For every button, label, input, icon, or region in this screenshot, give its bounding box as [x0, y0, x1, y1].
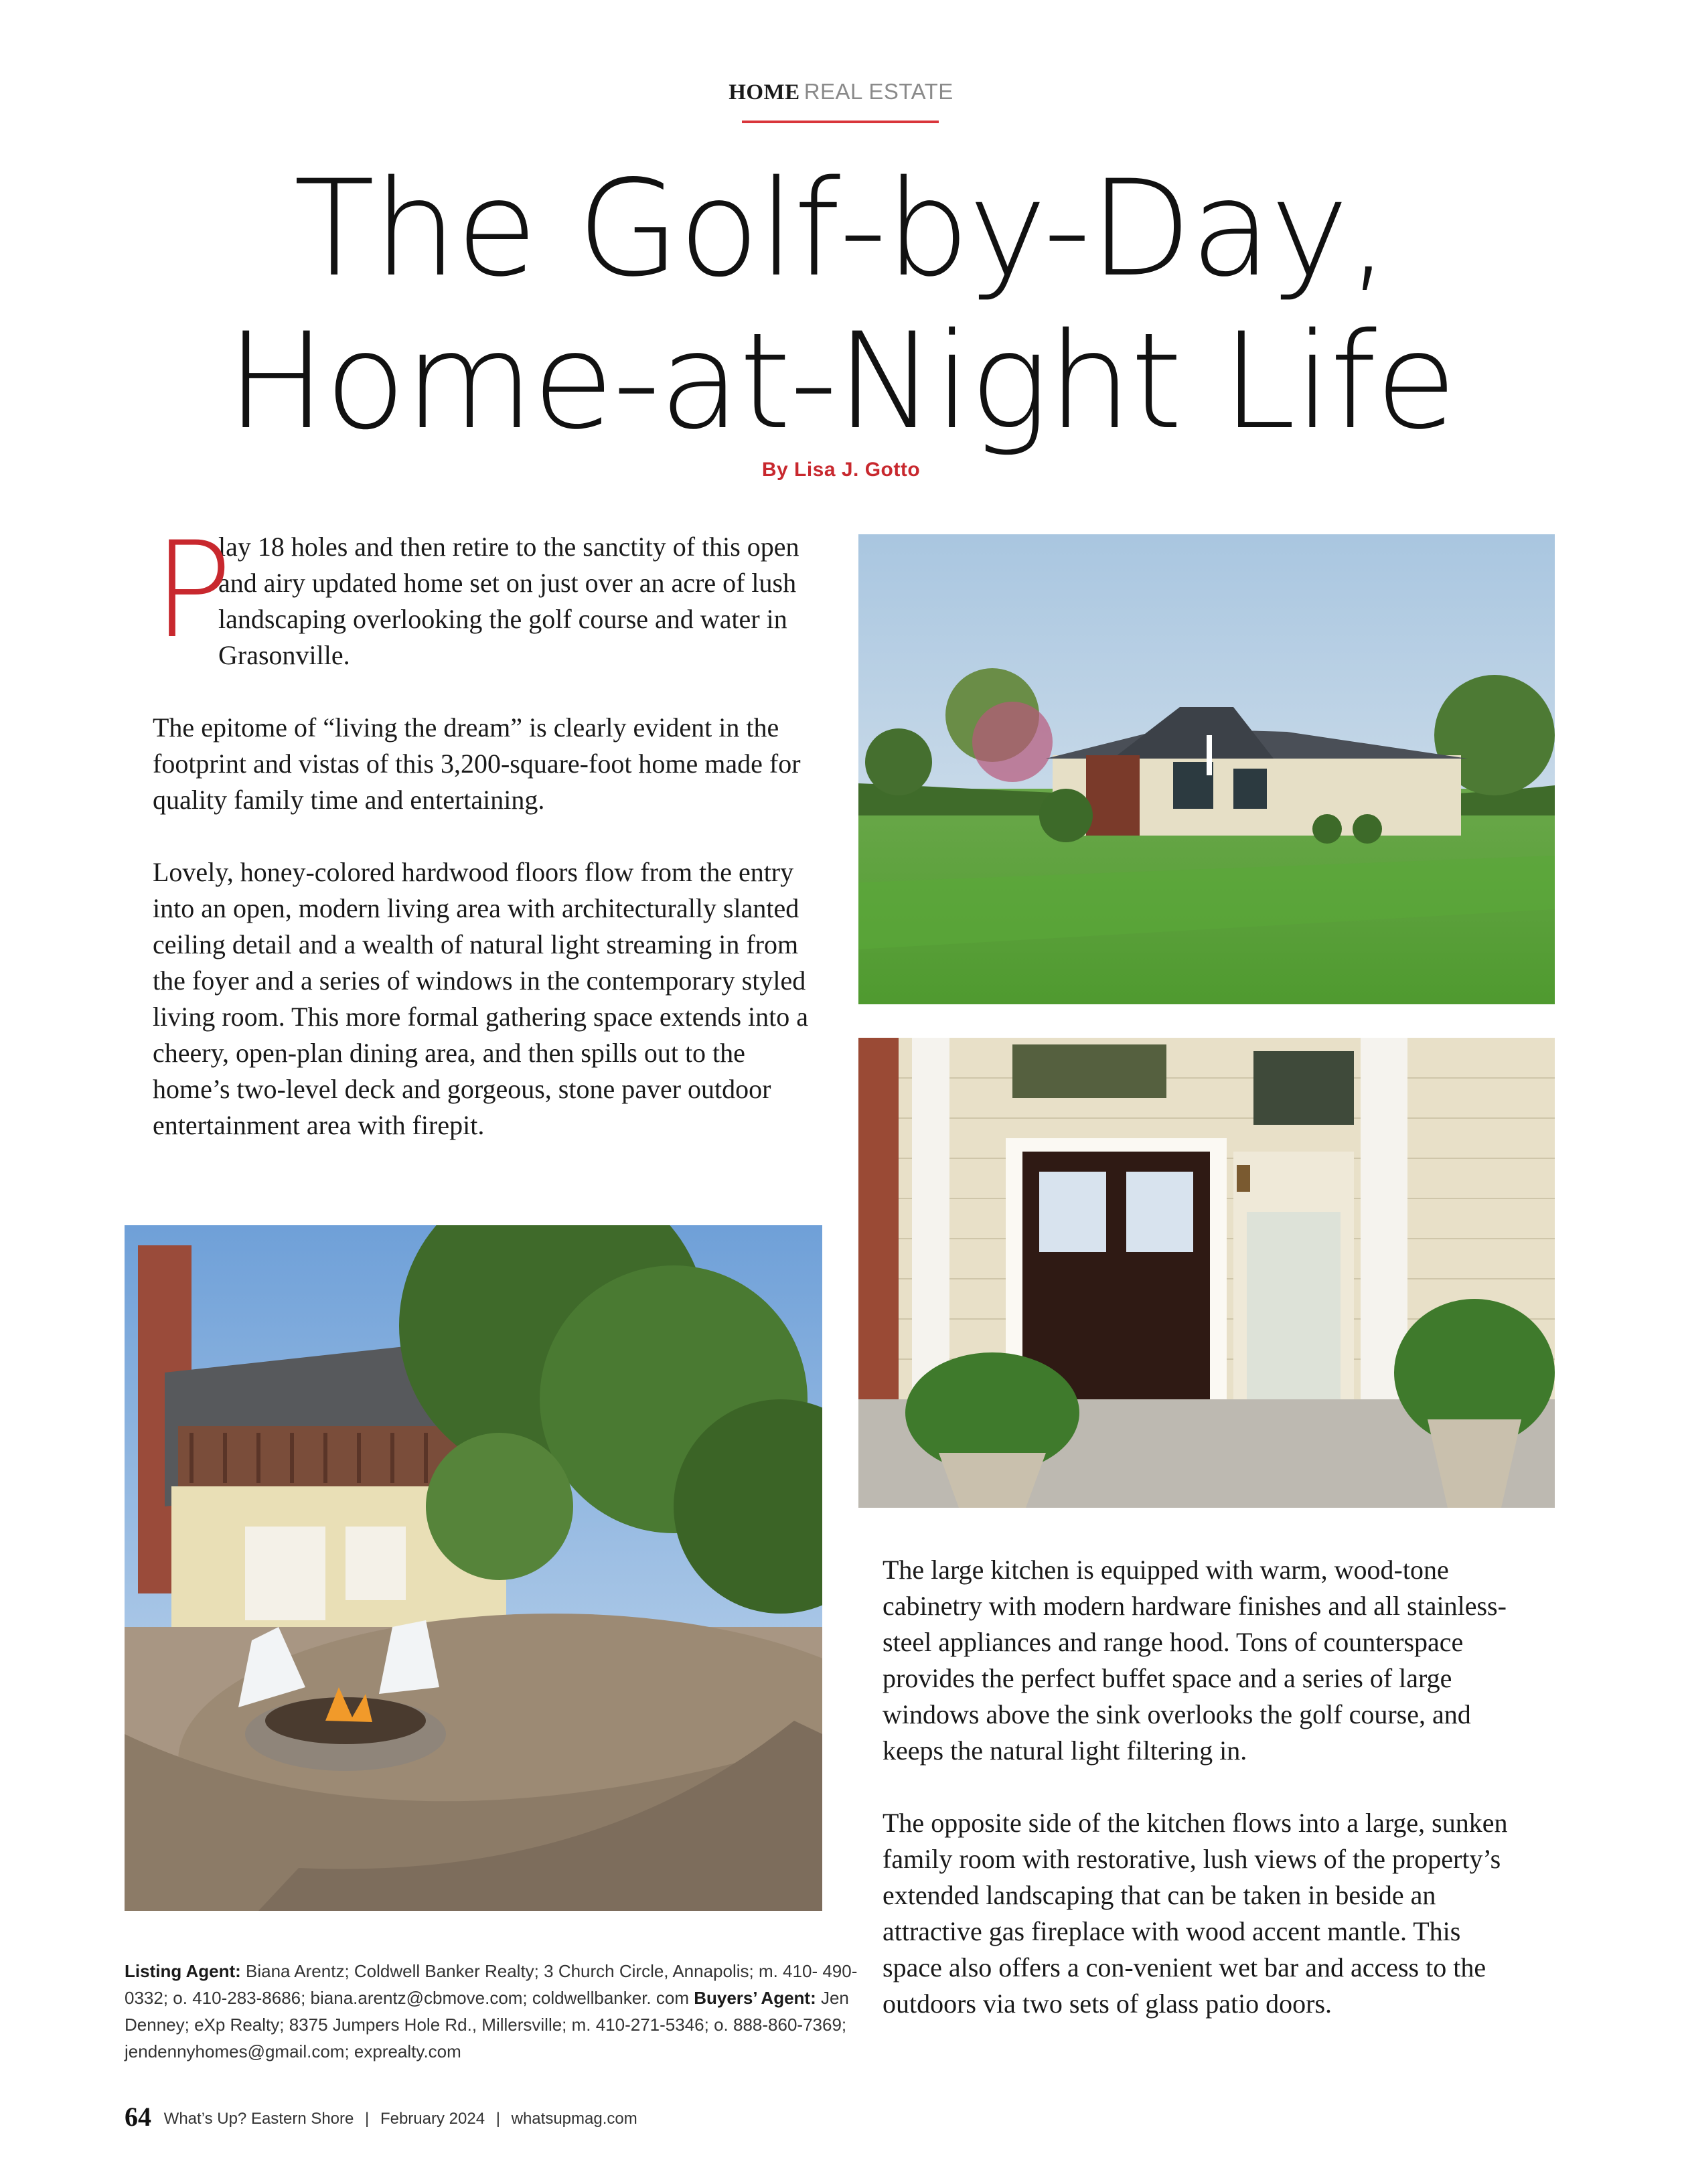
buyers-agent-label: Buyers’ Agent:: [694, 1988, 816, 2008]
article-column-left: [153, 513, 822, 1180]
section-label-real-estate: REAL ESTATE: [804, 79, 953, 104]
article-paragraph-4: The large kitchen is equipped with warm, wood-tone cabinetry with modern hardware finishes and all stainless-steel appliances and range hood. Tons of counterspace provides the perfect buffet space and a series of large windows above the sink overlooks the golf course, and keeps the natural light filtering in.: [883, 1555, 1507, 1766]
headline-line-2: Home-at-Night Life: [226, 304, 1456, 459]
article-paragraph-2: The epitome of “living the dream” is clearly evident in the footprint and vistas of this 3,200-square-foot home made for quality family time and entertaining.: [153, 712, 801, 815]
issue-date: February 2024: [380, 2110, 485, 2128]
website: whatsupmag.com: [511, 2110, 637, 2128]
section-label-home: HOME: [729, 80, 800, 104]
article-paragraph-1: [153, 513, 822, 674]
drop-cap: P: [153, 513, 233, 668]
footer-separator-2: |: [495, 2110, 500, 2128]
patio-firepit-photo: [125, 1225, 822, 1911]
byline: By Lisa J. Gotto: [761, 459, 921, 481]
agent-credits: [125, 1958, 861, 2065]
headline: [0, 153, 1682, 458]
buyers-agent-text: Jen Denney; eXp Realty; 8375 Jumpers Hole Rd., Millersville; m. 410-271-5346; o. 888-860-7369; jendennyhomes@gmail.com; exprealty.com: [125, 1988, 849, 2061]
article-column-right: [883, 1552, 1525, 2058]
listing-agent-label: Listing Agent:: [125, 1961, 241, 1981]
section-label: [0, 79, 1682, 105]
footer-separator-1: |: [365, 2110, 370, 2128]
article-paragraph-5: The opposite side of the kitchen flows into a large, sunken family room with restorative, lush views of the property’s extended landscaping that can be taken in beside an attractive gas fireplace with wood accent mantle. This space also offers a con-venient wet bar and access to the outdoors via two sets of glass patio doors.: [883, 1808, 1508, 2019]
page-footer: [125, 2101, 637, 2132]
front-door-photo: [858, 1038, 1555, 1508]
section-rule: [742, 121, 939, 123]
page-number: 64: [125, 2102, 151, 2132]
house-exterior-photo: [858, 534, 1555, 1004]
publication-name: What’s Up? Eastern Shore: [163, 2110, 354, 2128]
listing-agent-text: Biana Arentz; Coldwell Banker Realty; 3 Church Circle, Annapolis; m. 410- 490-0332; o. 410-283-8686; biana.arentz@cbmove.com; coldwellbanker. com: [125, 1961, 858, 2008]
headline-line-1: The Golf-by-Day,: [293, 151, 1389, 306]
article-paragraph-3: Lovely, honey-colored hardwood floors flow from the entry into an open, modern living area with architecturally slanted ceiling detail and a wealth of natural light streaming in from the foyer and a series of windows in the contemporary styled living room. This more formal gathering space extends into a cheery, open-plan dining area, and then spills out to the home’s two-level deck and gorgeous, stone paver outdoor entertainment area with firepit.: [153, 857, 809, 1140]
paragraph-1-text: lay 18 holes and then retire to the sanctity of this open and airy updated home set on just over an acre of lush landscaping overlooking the golf course and water in Grasonville.: [218, 532, 799, 670]
